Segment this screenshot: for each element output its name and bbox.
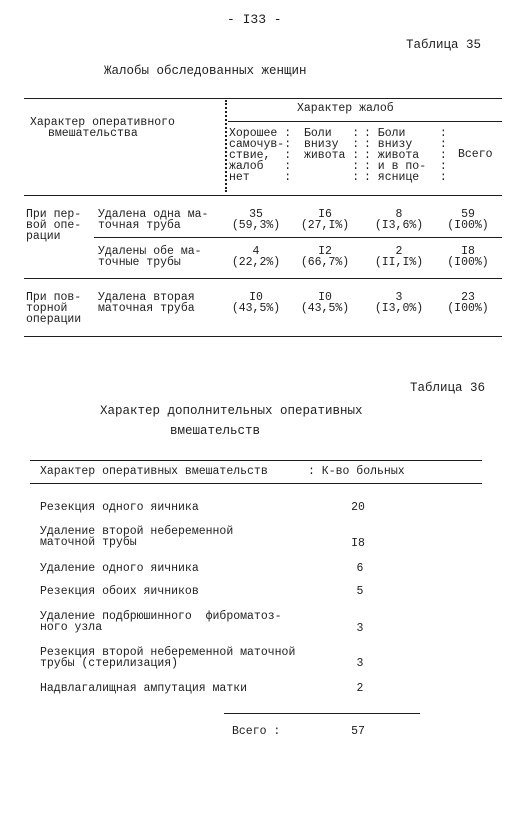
- table-35-top-rule: [24, 98, 502, 99]
- page-number: - I33 -: [227, 12, 282, 27]
- t35-col4-header: Всего: [458, 148, 493, 161]
- t35-header-sub-rule: [228, 121, 502, 122]
- t35-bottom-rule: [24, 336, 502, 337]
- t36-header-rule: [30, 483, 482, 484]
- table-36-title-line2: вмешательств: [170, 424, 261, 438]
- t36-top-rule: [30, 460, 482, 461]
- table-36-title-line1: Характер дополнительных оперативных: [100, 404, 363, 418]
- t36-total-label: Всего :: [232, 725, 281, 738]
- t35-row-separator: [94, 237, 502, 238]
- t36-header-right: : К-во больных: [308, 465, 405, 478]
- t35-header-divider: [225, 100, 227, 192]
- t36-total-rule: [224, 713, 420, 714]
- table-35-title: Жалобы обследованных женщин: [104, 64, 307, 78]
- t35-header-left-1: Характер оперативного: [30, 116, 175, 129]
- t36-header-left: Характер оперативных вмешательств: [40, 465, 268, 478]
- t35-header-complaints: Характер жалоб: [297, 102, 394, 115]
- table-36-label: Таблица 36: [410, 381, 486, 395]
- t35-group-separator: [24, 278, 502, 279]
- table-35-label: Таблица 35: [406, 38, 482, 52]
- t36-total-value: 57: [351, 725, 365, 738]
- t35-header-left-2: вмешательства: [48, 127, 138, 140]
- t35-header-bottom-rule: [24, 195, 502, 196]
